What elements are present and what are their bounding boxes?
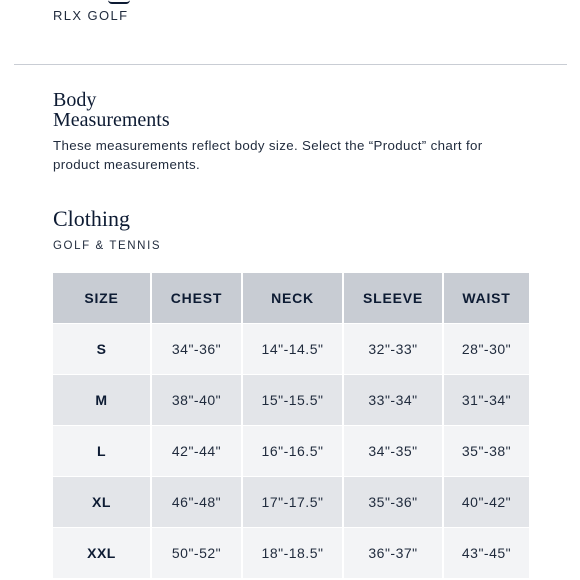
neck-cell: 17"-17.5" bbox=[242, 477, 343, 528]
brand-label: RLX GOLF bbox=[53, 8, 129, 23]
sleeve-cell: 36"-37" bbox=[343, 528, 443, 579]
header-chest: CHEST bbox=[151, 273, 242, 324]
sleeve-cell: 34"-35" bbox=[343, 426, 443, 477]
neck-cell: 18"-18.5" bbox=[242, 528, 343, 579]
chest-cell: 38"-40" bbox=[151, 375, 242, 426]
header-sleeve: SLEEVE bbox=[343, 273, 443, 324]
chest-cell: 34"-36" bbox=[151, 324, 242, 375]
table-row bbox=[53, 528, 529, 579]
clothing-subtitle: GOLF & TENNIS bbox=[53, 240, 162, 252]
header-waist: WAIST bbox=[443, 273, 529, 324]
waist-cell: 43"-45" bbox=[443, 528, 529, 579]
chest-cell: 42"-44" bbox=[151, 426, 242, 477]
clothing-title: Clothing bbox=[53, 206, 131, 231]
section-divider bbox=[14, 64, 567, 65]
neck-cell: 16"-16.5" bbox=[242, 426, 343, 477]
size-cell: L bbox=[53, 426, 151, 477]
table-row bbox=[53, 375, 529, 426]
sleeve-cell: 33"-34" bbox=[343, 375, 443, 426]
size-cell: XXL bbox=[53, 528, 151, 579]
size-cell: S bbox=[53, 324, 151, 375]
sleeve-cell: 32"-33" bbox=[343, 324, 443, 375]
neck-cell: 15"-15.5" bbox=[242, 375, 343, 426]
neck-cell: 14"-14.5" bbox=[242, 324, 343, 375]
header-title-fragment bbox=[108, 0, 130, 4]
chest-cell: 50"-52" bbox=[151, 528, 242, 579]
table-row bbox=[53, 477, 529, 528]
size-chart-table bbox=[53, 273, 529, 579]
size-cell: XL bbox=[53, 477, 151, 528]
body-measurements-description: These measurements reflect body size. Select the “Product” chart for product measurements. bbox=[53, 138, 483, 172]
chest-cell: 46"-48" bbox=[151, 477, 242, 528]
waist-cell: 28"-30" bbox=[443, 324, 529, 375]
waist-cell: 40"-42" bbox=[443, 477, 529, 528]
size-cell: M bbox=[53, 375, 151, 426]
sleeve-cell: 35"-36" bbox=[343, 477, 443, 528]
table-row bbox=[53, 426, 529, 477]
header-neck: NECK bbox=[242, 273, 343, 324]
table-header-row bbox=[53, 273, 529, 324]
waist-cell: 31"-34" bbox=[443, 375, 529, 426]
body-measurements-title: Body Measurements bbox=[53, 89, 170, 131]
header-size: SIZE bbox=[53, 273, 151, 324]
table-row bbox=[53, 324, 529, 375]
waist-cell: 35"-38" bbox=[443, 426, 529, 477]
